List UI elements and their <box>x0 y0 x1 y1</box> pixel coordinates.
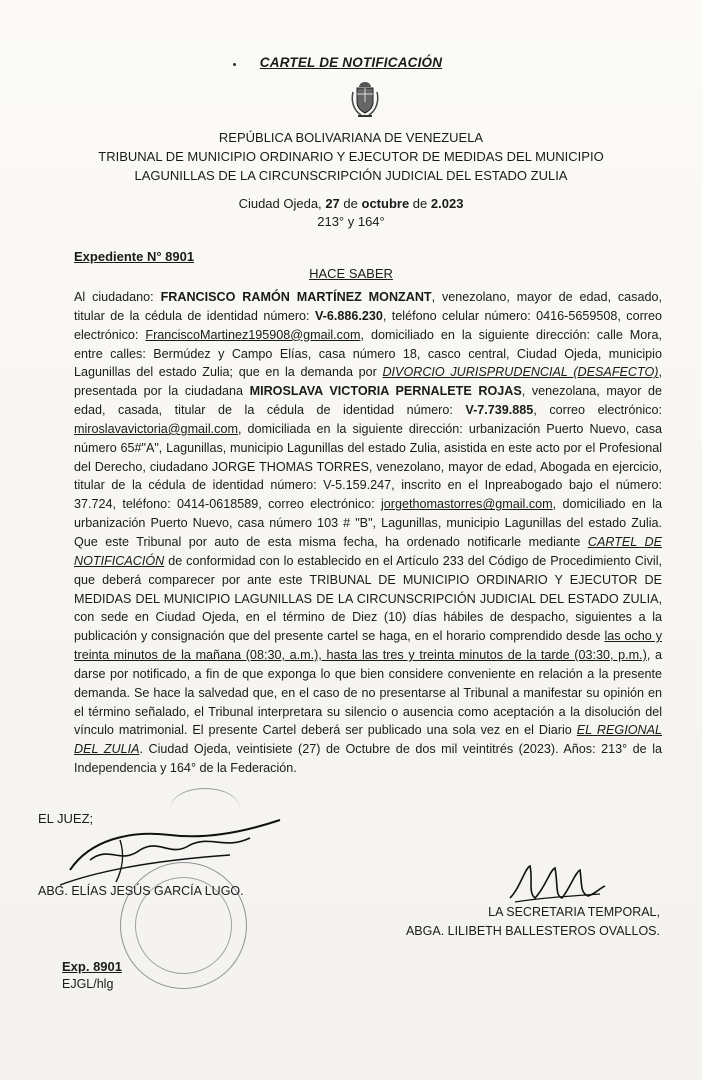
hace-saber-heading: HACE SABER <box>309 266 393 281</box>
document-date: Ciudad Ojeda, 27 de octubre de 2.023 <box>238 196 464 211</box>
defendant-id: V-6.886.230 <box>314 308 383 323</box>
footer-initials: EJGL/hlg <box>62 977 114 991</box>
expediente-number: Expediente N° 8901 <box>74 249 195 264</box>
defendant-email: FranciscoMartinez195908@gmail.com <box>145 327 361 342</box>
judge-name: ABG. ELÍAS JESÚS GARCÍA LUGO. <box>38 884 244 898</box>
coat-of-arms-icon <box>349 80 381 120</box>
header-country: REPÚBLICA BOLIVARIANA DE VENEZUELA <box>218 130 484 145</box>
plaintiff-id: V-7.739.885 <box>465 403 534 418</box>
secretary-label: LA SECRETARIA TEMPORAL, <box>488 905 660 919</box>
footer-exp-number: Exp. 8901 <box>62 959 122 974</box>
judge-label: EL JUEZ; <box>38 811 94 826</box>
plaintiff-email: miroslavavictoria@gmail.com <box>74 421 238 436</box>
schedule-text: las ocho y treinta minutos de la mañana (08:30, a.m.), hasta las tres y treinta minutos de la tarde (03:30, p.m.) <box>74 629 663 663</box>
notification-body: Al ciudadano: FRANCISCO RAMÓN MARTÍNEZ MONZANT, venezolano, mayor de edad, casado, titular de la cédula de identidad número: V-6.886.230, teléfono celular número: 0416-5659508, correo electrónico: FranciscoMartinez195908@gmail.com, domiciliado en la siguiente dirección: calle Mora, entre calles: Bermúdez y Campo Elías, casa número 18, casco central, Ciudad Ojeda, municipio Lagunillas del estado Zulia; que en la demanda por DIVORCIO JURISPRUDENCIAL (DESAFECTO), presentada por la ciudadana MIROSLAVA VICTORIA PERNALETE ROJAS, venezolana, mayor de edad, casada, titular de la cédula de identidad número: V-7.739.885, correo electrónico: miroslavavictoria@gmail.com, domiciliada en la siguiente dirección: urbanización Puerto Nuevo, casa número 65#"A", Lagunillas, municipio Lagunillas del estado Zulia, asistida en este acto por el Profesional del Derecho, ciudadano JORGE THOMAS TORRES, venezolano, mayor de edad, Abogada en ejercicio, titular de la cédula de identidad número: V-5.159.247, inscrito en el Inpreabogado bajo el número: 37.724, teléfono: 0414-0618589, correo electrónico: jorgethomastorres@gmail.com, domiciliado en la urbanización Puerto Nuevo, casa número 103 # "B", Lagunillas, municipio Lagunillas del estado Zulia. Que este Tribunal por auto de esta misma fecha, ha ordenado notificarle mediante CARTEL DE NOTIFICACIÓN de conformidad con lo establecido en el Artículo 233 del Código de Procedimiento Civil, que deberá comparecer por ante este TRIBUNAL DE MUNICIPIO ORDINARIO Y EJECUTOR DE MEDIDAS DEL MUNICIPIO LAGUNILLAS DE LA CIRCUNSCRIPCIÓN JUDICIAL DEL ESTADO ZULIA, con sede en Ciudad Ojeda, en el término de Diez (10) días hábiles de despacho, siguientes a la publicación y consignación que del presente cartel se haga, en el horario comprendido desde las ocho y treinta minutos de la mañana (08:30, a.m.), hasta las tres y treinta minutos de la tarde (03:30, p.m.), a darse por notificado, a fin de que exponga lo que bien considere conveniente en relación a la presente demanda. Se hace la salvedad que, en el caso de no presentarse al Tribunal a manifestar su opinión en el término señalado, el Tribunal interpretara su silencio o ausencia como aceptación a la disolución del vínculo matrimonial. El presente Cartel deberá ser publicado una sola vez en el Diario EL REGIONAL DEL ZULIA. Ciudad Ojeda, veintisiete (27) de Octubre de dos mil veintitrés (2023). Años: 213° de la Independencia y 164° de la Federación. <box>74 290 663 776</box>
document-years: 213° y 164° <box>317 214 385 229</box>
secretary-name: ABGA. LILIBETH BALLESTEROS OVALLOS. <box>405 924 660 938</box>
secretary-signature <box>500 858 610 908</box>
header-jurisdiction: LAGUNILLAS DE LA CIRCUNSCRIPCIÓN JUDICIAL DEL ESTADO ZULIA <box>134 168 568 183</box>
court-stamp-icon <box>120 862 247 989</box>
cartel-reference: CARTEL DE NOTIFICACIÓN <box>74 534 662 568</box>
document-title: CARTEL DE NOTIFICACIÓN <box>259 55 443 70</box>
plaintiff-name: MIROSLAVA VICTORIA PERNALETE ROJAS <box>249 384 522 399</box>
defendant-name: FRANCISCO RAMÓN MARTÍNEZ MONZANT <box>160 290 432 304</box>
lawyer-email: jorgethomastorres@gmail.com <box>380 497 553 512</box>
case-type: DIVORCIO JURISPRUDENCIAL (DESAFECTO) <box>382 365 659 380</box>
newspaper-name: EL REGIONAL DEL ZULIA <box>74 723 662 757</box>
header-tribunal: TRIBUNAL DE MUNICIPIO ORDINARIO Y EJECUTOR DE MEDIDAS DEL MUNICIPIO <box>98 149 604 164</box>
